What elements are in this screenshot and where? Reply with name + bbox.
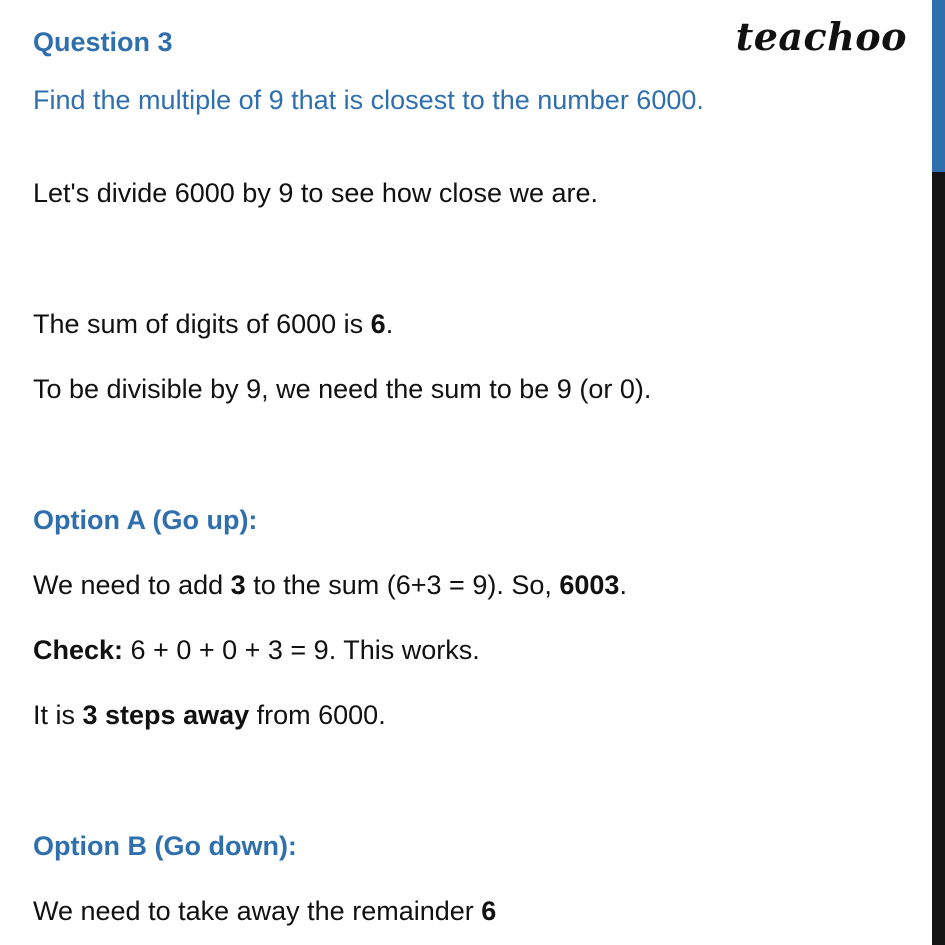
sum-prefix: The sum of digits of 6000 is <box>33 309 371 339</box>
steps-text-a: It is <box>33 700 83 730</box>
steps-text-c: from 6000. <box>249 700 386 730</box>
option-a-line1 <box>33 568 627 602</box>
option-b-text-a: We need to take away the remainder <box>33 896 482 926</box>
scrollbar-thumb[interactable] <box>932 0 945 172</box>
check-label: Check: <box>33 635 124 665</box>
option-a-text-e: . <box>619 570 627 600</box>
question-text: Find the multiple of 9 that is closest to the number 6000. <box>33 85 704 115</box>
option-b-remainder: 6 <box>481 896 497 926</box>
option-a-add-value: 3 <box>230 570 246 600</box>
sum-line <box>33 307 393 341</box>
option-a-steps <box>33 698 386 732</box>
check-text: 6 + 0 + 0 + 3 = 9. This works. <box>123 635 480 665</box>
option-a-result: 6003 <box>559 570 620 600</box>
teachoo-logo: teachoo <box>735 14 907 59</box>
question-label: Question 3 <box>33 27 173 57</box>
divisible-line: To be divisible by 9, we need the sum to be 9 (or 0). <box>33 374 652 404</box>
option-b-line1 <box>33 894 496 928</box>
steps-bold: 3 steps away <box>82 700 250 730</box>
sum-value: 6 <box>370 309 386 339</box>
intro-line: Let's divide 6000 by 9 to see how close we are. <box>33 178 598 208</box>
option-a-text-c: to the sum (6+3 = 9). So, <box>245 570 560 600</box>
sum-suffix: . <box>385 309 394 339</box>
option-b-title: Option B (Go down): <box>33 831 297 861</box>
option-a-title: Option A (Go up): <box>33 505 258 535</box>
option-a-check <box>33 633 480 667</box>
option-a-text-a: We need to add <box>33 570 231 600</box>
